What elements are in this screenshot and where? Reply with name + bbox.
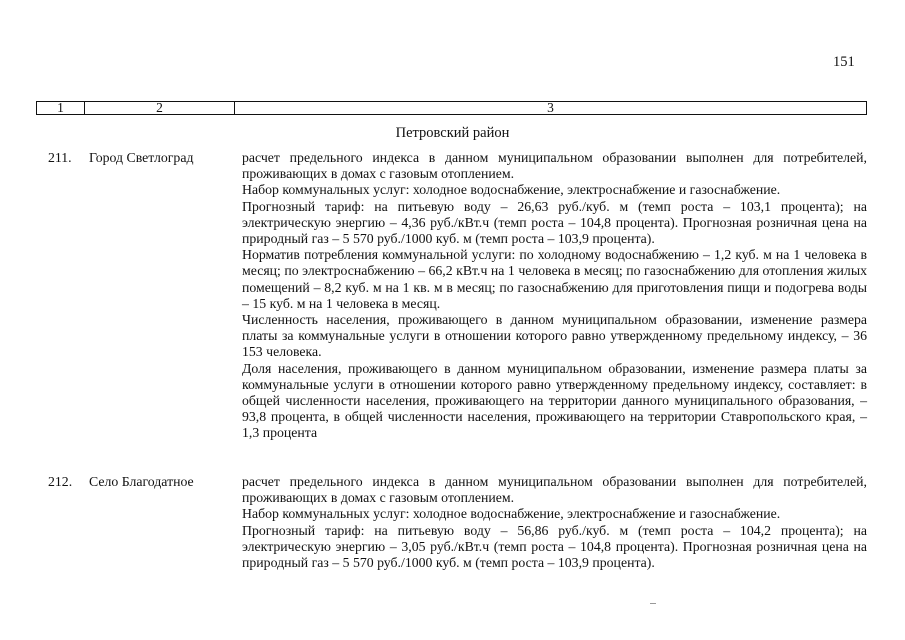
entry-number: 212. — [48, 474, 73, 489]
scan-speck — [650, 603, 656, 604]
entry-name: Город Светлоград — [89, 150, 194, 165]
entry-paragraph: Набор коммунальных услуг: холодное водоснабжение, электроснабжение и газоснабжение. — [242, 506, 781, 522]
entry-number: 211. — [48, 150, 72, 165]
entry-paragraph: Набор коммунальных услуг: холодное водоснабжение, электроснабжение и газоснабжение. — [242, 182, 781, 198]
page-number: 151 — [833, 54, 855, 70]
column-header-3: 3 — [547, 100, 554, 115]
entry-paragraph: Норматив потребления коммунальной услуги: по холодному водоснабжению – 1,2 куб. м на 1 человека в месяц; по электроснабжению – 66,2 кВт.ч на 1 человека в месяц; по газоснабжению для отопления жилых помещений – 8,2 куб. м на 1 кв. м в месяц; по газоснабжению для приготовления пищи и подогрева воды – 15 куб. м на 1 человека в месяц. — [242, 247, 867, 311]
column-header-1: 1 — [37, 102, 85, 114]
entry-paragraph: Доля населения, проживающего в данном муниципальном образовании, изменение размера платы за коммунальные услуги в отношении которого равно утвержденному предельному индексу, составляет: в общей численности населения, проживающего на территории данного муниципального образования, – 93,8 процента, в общей численности населения, проживающего на территории Ставропольского края, – 1,3 процента — [242, 360, 867, 441]
entry-paragraph: Прогнозный тариф: на питьевую воду – 26,63 руб./куб. м (темп роста – 103,1 процента); на электрическую энергию – 4,36 руб./кВт.ч (темп роста – 104,8 процента). Прогнозная розничная цена на природный газ – 5 570 руб./1000 куб. м (темп роста – 103,9 процента). — [242, 198, 867, 247]
column-header-row — [36, 101, 867, 115]
entry-paragraph: расчет предельного индекса в данном муниципальном образовании выполнен для потребителей, проживающих в домах с газовым отоплением. — [242, 150, 867, 182]
entry-paragraph: Прогнозный тариф: на питьевую воду – 56,86 руб./куб. м (темп роста – 104,2 процента); на электрическую энергию – 3,05 руб./кВт.ч (темп роста – 104,8 процента). Прогнозная розничная цена на природный газ – 5 570 руб./1000 куб. м (темп роста – 103,9 процента). — [242, 522, 867, 571]
entry-text — [242, 150, 867, 442]
entry-paragraph: расчет предельного индекса в данном муниципальном образовании выполнен для потребителей, проживающих в домах с газовым отоплением. — [242, 474, 867, 506]
column-header-2: 2 — [85, 102, 235, 114]
entry-text — [242, 474, 867, 571]
entry-paragraph: Численность населения, проживающего в данном муниципальном образовании, изменение размера платы за коммунальные услуги в отношении которого равно утвержденному предельному индексу, – 36 153 человека. — [242, 312, 867, 360]
entry-name: Село Благодатное — [89, 474, 194, 489]
district-title: Петровский район — [395, 125, 510, 141]
